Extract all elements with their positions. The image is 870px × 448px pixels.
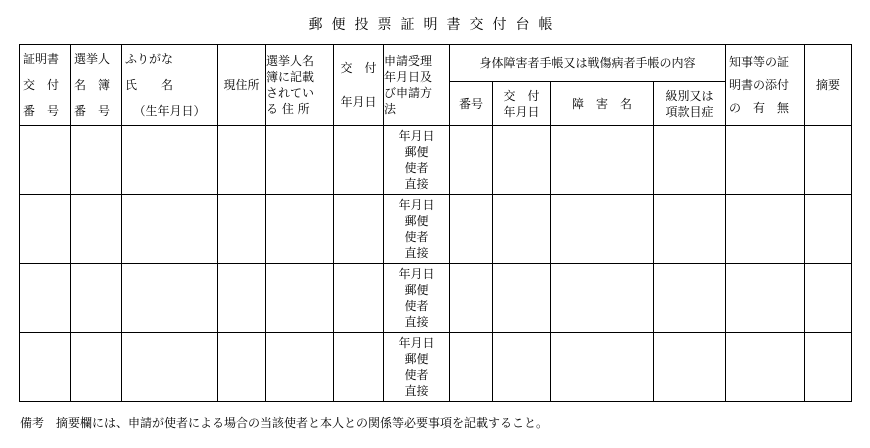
table-row — [20, 264, 852, 333]
remarks-note: 備考 摘要欄には、申請が使者による場合の当該使者と本人との関係等必要事項を記載すること。 — [20, 416, 549, 430]
header-voter-no: 選挙人 名 簿 番 号 — [71, 45, 122, 126]
table-row — [20, 195, 852, 264]
header-registered-address: 選挙人名 簿に記載 されてい る 住 所 — [266, 45, 334, 126]
header-address: 現住所 — [218, 45, 266, 126]
application-method: 年月日 郵便 使者 直接 — [384, 264, 450, 333]
application-method: 年月日 郵便 使者 直接 — [384, 195, 450, 264]
header-cert-no: 証明書 交 付 番 号 — [20, 45, 71, 126]
application-method: 年月日 郵便 使者 直接 — [384, 126, 450, 195]
header-handbook-no: 番号 — [450, 82, 493, 126]
header-name: ふりがな 氏 名 （生年月日） — [122, 45, 218, 126]
ledger-table — [19, 44, 852, 402]
table-row — [20, 333, 852, 402]
table-row — [20, 126, 852, 195]
header-governor-cert: 知事等の証 明書の添付 の 有 無 — [726, 45, 805, 126]
header-disability-name: 障 害 名 — [551, 82, 654, 126]
header-application: 申請受理 年月日及 び申請方 法 — [384, 45, 450, 126]
header-remarks: 摘要 — [805, 45, 852, 126]
header-handbook-issue: 交 付 年月日 — [493, 82, 551, 126]
header-issue-date: 交 付 年月日 — [334, 45, 384, 126]
application-method: 年月日 郵便 使者 直接 — [384, 333, 450, 402]
ledger-title: 郵便投票証明書交付台帳 — [308, 17, 562, 33]
header-grade: 級別又は 項款目症 — [654, 82, 726, 126]
header-handbook-group: 身体障害者手帳又は戦傷病者手帳の内容 — [450, 45, 726, 82]
